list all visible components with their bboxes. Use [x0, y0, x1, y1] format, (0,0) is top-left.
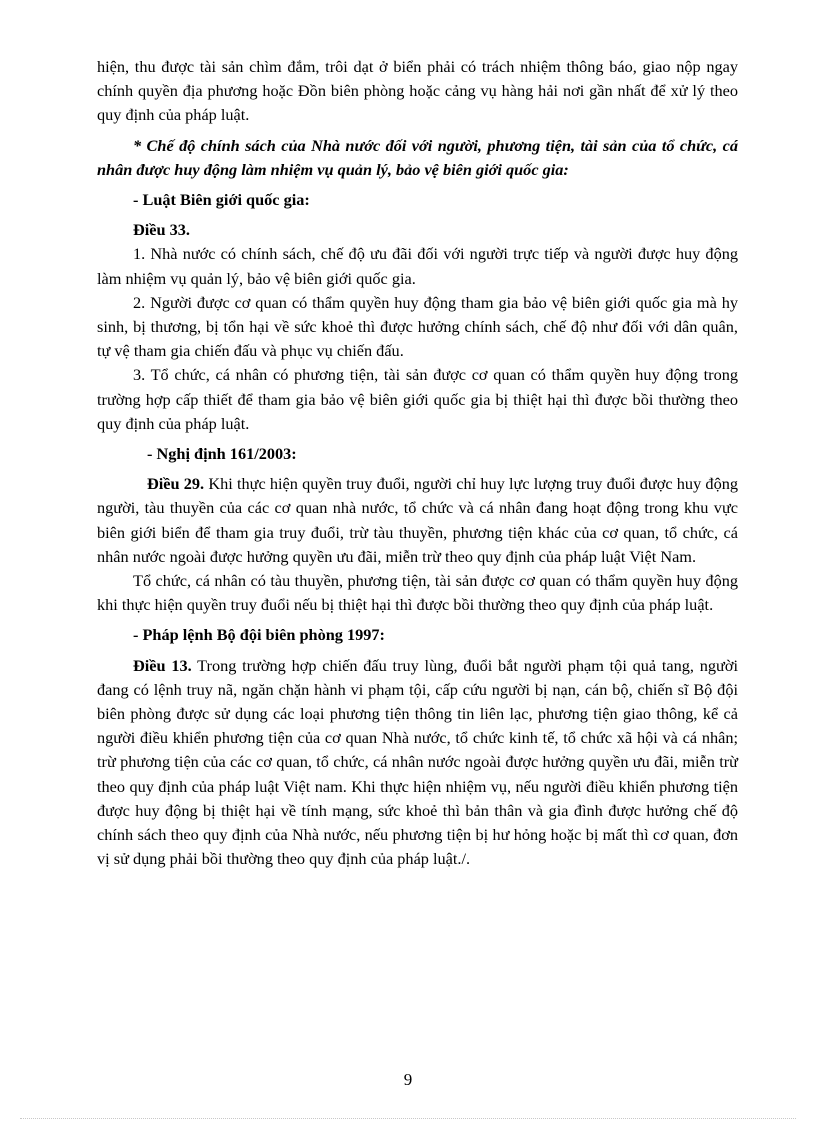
ordinance-article-text: Trong trường hợp chiến đấu truy lùng, đuổi bắt người phạm tội quả tang, người đang có lệnh truy nã, ngăn chặn hành vi phạm tội, cấp cứu người bị nạn, cán bộ, chiến sĩ Bộ đội biên phòng được sử dụng các loại phương tiện thông tin liên lạc, phương tiện giao thông, kể cả người điều khiển phương tiện của cơ quan Nhà nước, tổ chức kinh tế, tổ chức xã hội và cá nhân; trừ phương tiện của các cơ quan, tổ chức, cá nhân nước ngoài được hưởng quyền ưu đãi, miễn trừ theo quy định của pháp luật Việt nam. Khi thực hiện nhiệm vụ, nếu người điều khiển phương tiện được huy động bị thiệt hại về tính mạng, sức khoẻ thì bản thân và gia đình được hưởng chế độ chính sách theo quy định của Nhà nước, nếu phương tiện bị hư hỏng hoặc bị mất thì cơ quan, đơn vị sử dụng phải bồi thường theo quy định của pháp luật./.: [97, 655, 738, 869]
ordinance-article-label: Điều 13.: [133, 655, 192, 675]
law-border-clause-2: 2. Người được cơ quan có thẩm quyền huy động tham gia bảo vệ biên giới quốc gia mà hy sinh, bị thương, bị tổn hại về sức khoẻ thì được hưởng chính sách, chế độ như đối với dân quân, tự vệ tham gia chiến đấu và phục vụ chiến đấu.: [97, 292, 738, 361]
policy-heading: * Chế độ chính sách của Nhà nước đối với người, phương tiện, tài sản của tổ chức, cá nhân được huy động làm nhiệm vụ quản lý, bảo vệ biên giới quốc gia:: [97, 135, 738, 179]
decree-article-paragraph: [97, 472, 738, 569]
ordinance-article-paragraph: [97, 654, 738, 872]
decree-follow-paragraph: Tổ chức, cá nhân có tàu thuyền, phương tiện, tài sản được cơ quan có thẩm quyền huy động khi thực hiện quyền truy đuổi nếu bị thiệt hại thì được bồi thường theo quy định của pháp luật.: [97, 571, 738, 615]
law-border-clause-1: 1. Nhà nước có chính sách, chế độ ưu đãi đối với người trực tiếp và người được huy động làm nhiệm vụ quản lý, bảo vệ biên giới quốc gia.: [97, 244, 738, 288]
decree-title: - Nghị định 161/2003:: [147, 444, 297, 464]
law-border-article: Điều 33.: [133, 220, 190, 240]
ordinance-title: - Pháp lệnh Bộ đội biên phòng 1997:: [133, 625, 385, 645]
intro-paragraph: hiện, thu được tài sản chìm đắm, trôi dạt ở biển phải có trách nhiệm thông báo, giao nộp ngay chính quyền địa phương hoặc Đồn biên phòng hoặc cảng vụ hàng hải nơi gần nhất để xử lý theo quy định của pháp luật.: [97, 57, 738, 125]
decree-article-text: Khi thực hiện quyền truy đuổi, người chỉ huy lực lượng truy đuổi được huy động người, tàu thuyền của các cơ quan nhà nước, tổ chức và cá nhân đang hoạt động trong khu vực biên giới biển để tham gia truy đuổi, trừ tàu thuyền, phương tiện khác của cơ quan, tổ chức, cá nhân nước ngoài được hưởng quyền ưu đãi, miễn trừ theo quy định của pháp luật Việt Nam.: [97, 474, 738, 566]
page-body: [97, 55, 738, 872]
law-border-title: - Luật Biên giới quốc gia:: [133, 190, 310, 210]
page-number: 9: [403, 1070, 413, 1089]
footer-divider: [20, 1118, 796, 1119]
decree-article-label: Điều 29.: [147, 474, 205, 494]
law-border-clause-3: 3. Tổ chức, cá nhân có phương tiện, tài sản được cơ quan có thẩm quyền huy động trong trường hợp cấp thiết để tham gia bảo vệ biên giới quốc gia bị thiệt hại thì được bồi thường theo quy định của pháp luật.: [97, 365, 738, 433]
